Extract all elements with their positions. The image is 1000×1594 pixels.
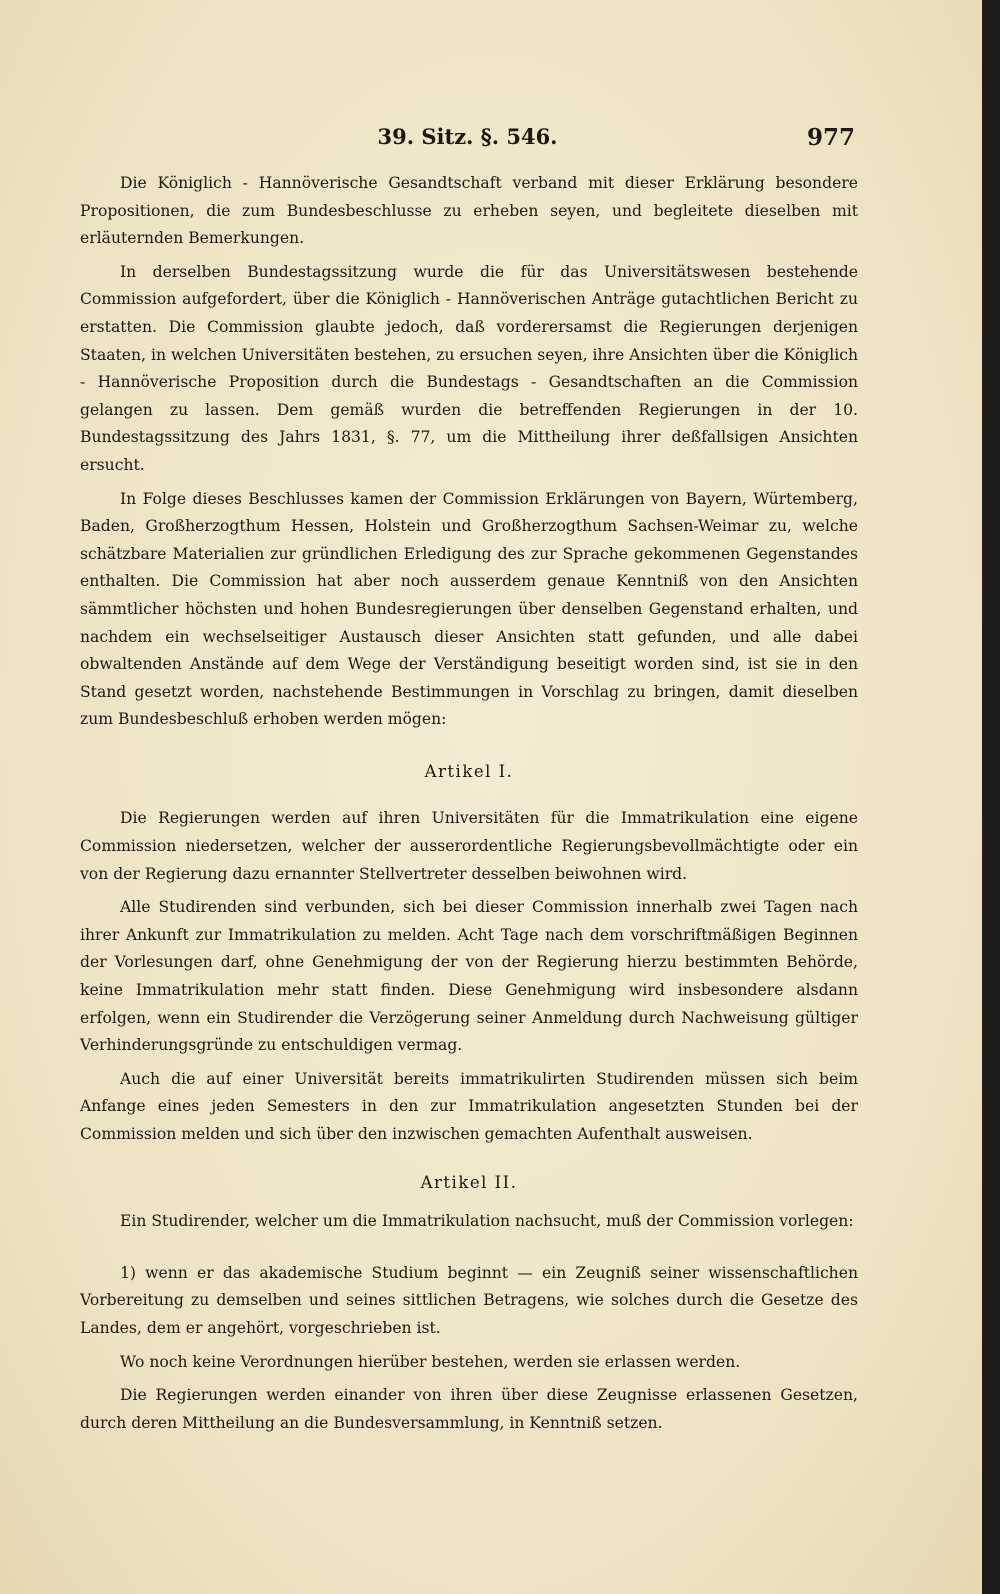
article-1-paragraph: Auch die auf einer Universität bereits immatrikulirten Studirenden müssen sich beim Anfange eines jeden Semesters in den zur Immatrikulation angesetzten Stunden bei der Commission melden und sich über den inzwischen gemachten Aufenthalt ausweisen. xyxy=(80,1069,858,1143)
section-reference: 39. Sitz. §. 546. xyxy=(377,124,558,149)
intro-paragraph: In Folge dieses Beschlusses kamen der Commission Erklärungen von Bayern, Würtemberg, Baden, Großherzogthum Hessen, Holstein und Großherzogthum Sachsen-Weimar zu, welche schätzbare Materialien zur gründlichen Erledigung des zur Sprache gekommenen Gegenstandes enthalten. Die Commission hat aber noch ausserdem genaue Kenntniß von den Ansichten sämmtlicher höchsten und hohen Bundesregierungen über denselben Gegenstand erhalten, und nachdem ein wechselseitiger Austausch dieser Ansichten statt gefunden, und alle dabei obwaltenden Anstände auf dem Wege der Verständigung beseitigt worden sind, ist sie in den Stand gesetzt worden, nachstehende Bestimmungen in Vorschlag zu bringen, damit dieselben zum Bundesbeschluß erhoben werden mögen: xyxy=(80,489,858,729)
article-1-heading: Artikel I. xyxy=(424,761,514,781)
page-number: 977 xyxy=(806,124,855,151)
article-2-lead: Ein Studirender, welcher um die Immatrikulation nachsucht, muß der Commission vorlegen: xyxy=(120,1212,854,1231)
article-2-heading: Artikel II. xyxy=(420,1172,518,1192)
article-2-paragraph: Die Regierungen werden einander von ihren über diese Zeugnisse erlassenen Gesetzen, durch deren Mittheilung an die Bundesversammlung, in Kenntniß setzen. xyxy=(80,1386,858,1432)
article-1-paragraph: Alle Studirenden sind verbunden, sich bei dieser Commission innerhalb zwei Tagen nach ihrer Ankunft zur Immatrikulation zu melden. Acht Tage nach dem vorschriftmäßigen Beginnen der Vorlesungen darf, ohne Genehmigung der von der Regierung hierzu bestimmten Behörde, keine Immatrikulation mehr statt finden. Diese Genehmigung wird insbesondere alsdann erfolgen, wenn ein Studirender die Verzögerung seiner Anmeldung durch Nachweisung gültiger Verhinderungsgründe zu entschuldigen vermag. xyxy=(80,898,858,1055)
article-1-paragraph: Die Regierungen werden auf ihren Universitäten für die Immatrikulation eine eigene Commission niedersetzen, welcher der ausserordentliche Regierungsbevollmächtigte oder ein von der Regierung dazu ernannter Stellvertreter desselben beiwohnen wird. xyxy=(80,809,858,883)
article-2-item-1: 1) wenn er das akademische Studium beginnt — ein Zeugniß seiner wissenschaftlichen Vorbereitung zu demselben und seines sittlichen Betragens, wie solches durch die Gesetze des Landes, dem er angehört, vorgeschrieben ist. xyxy=(80,1263,858,1337)
spacer xyxy=(80,1242,858,1260)
article-2-paragraph: Wo noch keine Verordnungen hierüber bestehen, werden sie erlassen werden. xyxy=(120,1352,741,1371)
intro-paragraph: Die Königlich - Hannöverische Gesandtschaft verband mit dieser Erklärung besondere Propositionen, die zum Bundesbeschlusse zu erheben seyen, und begleitete dieselben mit erläuternden Bemerkungen. xyxy=(80,174,858,248)
page-body xyxy=(80,170,858,1443)
intro-paragraph: In derselben Bundestagssitzung wurde die für das Universitätswesen bestehende Commission aufgefordert, über die Königlich - Hannöverischen Anträge gutachtlichen Bericht zu erstatten. Die Commission glaubte jedoch, daß vorderersamst die Regierungen derjenigen Staaten, in welchen Universitäten bestehen, zu ersuchen seyen, ihre Ansichten über die Königlich - Hannöverische Proposition durch die Bundestags - Gesandtschaften an die Commission gelangen zu lassen. Dem gemäß wurden die betreffenden Regierungen in der 10. Bundestagssitzung des Jahrs 1831, §. 77, um die Mittheilung ihrer deßfallsigen Ansichten ersucht. xyxy=(80,262,858,474)
